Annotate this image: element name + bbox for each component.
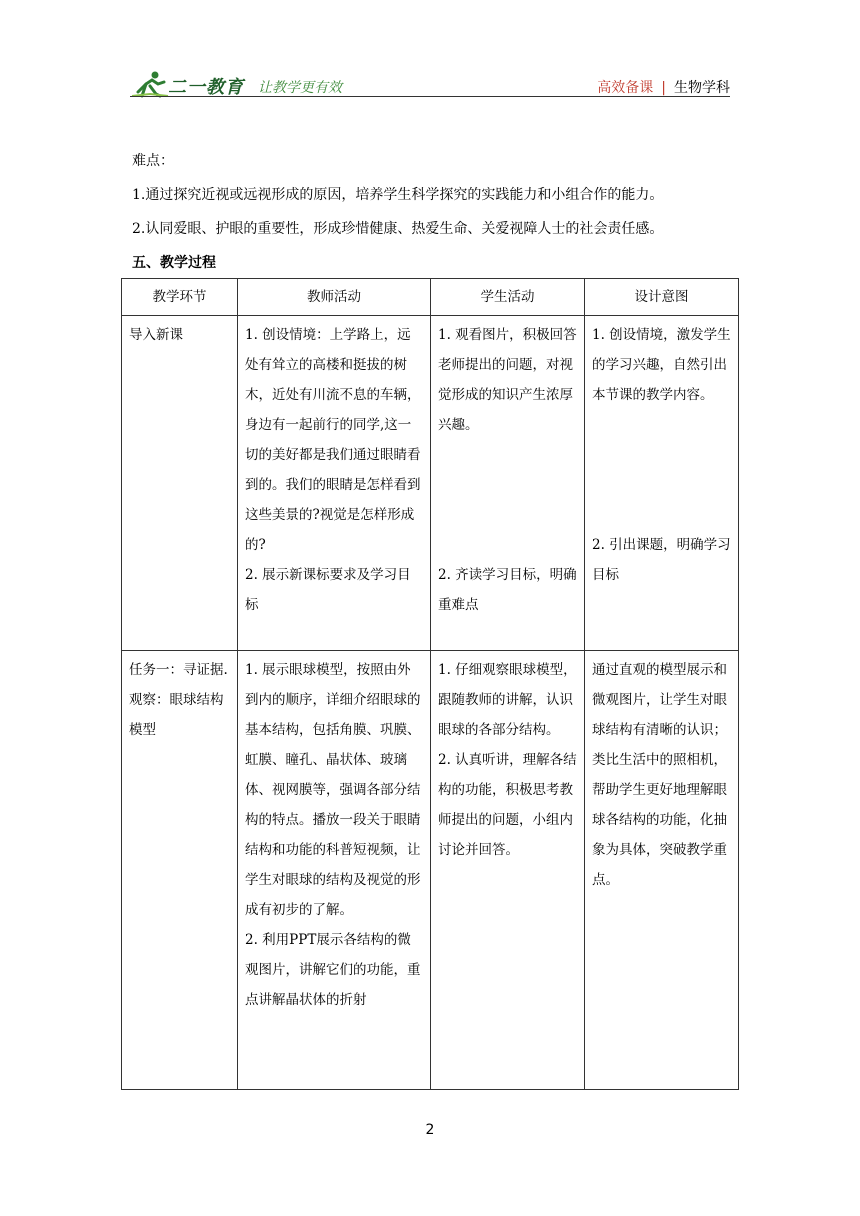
student-activity-item: 1. 仔细观察眼球模型，跟随教师的讲解，认识眼球的各部分结构。 [438, 662, 577, 738]
column-header: 教师活动 [238, 279, 431, 316]
section-title: 五、教学过程 [132, 255, 216, 271]
difficulty-label: 难点： [132, 153, 174, 169]
teaching-process-table [121, 278, 739, 1090]
slogan: 让教学更有效 [258, 80, 342, 96]
subject-label: 生物学科 [674, 80, 730, 96]
header-right [597, 77, 730, 97]
difficulty-item: 2.认同爱眼、护眼的重要性，形成珍惜健康、热爱生命、关爱视障人士的社会责任感。 [132, 221, 664, 237]
column-header: 学生活动 [431, 279, 585, 316]
design-intent-cell [585, 651, 739, 1090]
stage-cell: 任务一：寻证据.观察：眼球结构模型 [122, 651, 238, 1090]
teacher-activity-cell [238, 651, 431, 1090]
header-separator: | [661, 80, 666, 96]
column-header: 教学环节 [122, 279, 238, 316]
student-activity-cell [431, 316, 585, 651]
teacher-activity-cell [238, 316, 431, 651]
header-rule [130, 96, 730, 97]
design-intent-item: 2. 引出课题，明确学习目标 [592, 537, 731, 583]
design-intent-item: 1. 创设情境，激发学生的学习兴趣，自然引出本节课的教学内容。 [592, 327, 731, 403]
teacher-activity-item: 2. 展示新课标要求及学习目标 [245, 567, 411, 613]
difficulty-item: 1.通过探究近视或远视形成的原因，培养学生科学探究的实践能力和小组合作的能力。 [132, 187, 664, 203]
design-intent-item: 通过直观的模型展示和微观图片，让学生对眼球结构有清晰的认识；类比生活中的照相机，帮助学生更好地理解眼球各结构的功能，化抽象为具体，突破教学重点。 [592, 662, 727, 888]
teacher-activity-item: 1. 创设情境：上学路上，远处有耸立的高楼和挺拔的树木，近处有川流不息的车辆，身边有一起前行的同学,这一切的美好都是我们通过眼睛看到的。我们的眼睛是怎样看到这些美景的?视觉是怎样形成的? [245, 327, 421, 553]
teacher-activity-item: 1. 展示眼球模型，按照由外到内的顺序，详细介绍眼球的基本结构，包括角膜、巩膜、虹膜、瞳孔、晶状体、玻璃体、视网膜等，强调各部分结构的特点。播放一段关于眼睛结构和功能的科普短视频，让学生对眼球的结构及视觉的形成有初步的了解。 [245, 662, 421, 918]
stage-cell: 导入新课 [122, 316, 238, 651]
page-number: 2 [425, 1122, 435, 1138]
student-activity-item: 1. 观看图片，积极回答老师提出的问题，对视觉形成的知识产生浓厚兴趣。 [438, 327, 577, 433]
table-row [122, 651, 739, 1090]
table-row [122, 316, 739, 651]
section-label: 高效备课 [597, 80, 654, 96]
teacher-activity-item: 2. 利用PPT展示各结构的微观图片，讲解它们的功能，重点讲解晶状体的折射 [245, 932, 421, 1008]
student-activity-item: 2. 齐读学习目标，明确重难点 [438, 567, 577, 613]
design-intent-cell [585, 316, 739, 651]
logo-text: 二一教育 [168, 77, 244, 98]
column-header: 设计意图 [585, 279, 739, 316]
student-activity-item: 2. 认真听讲，理解各结构的功能，积极思考教师提出的问题，小组内讨论并回答。 [438, 752, 577, 858]
table-header-row [122, 279, 739, 316]
student-activity-cell [431, 651, 585, 1090]
